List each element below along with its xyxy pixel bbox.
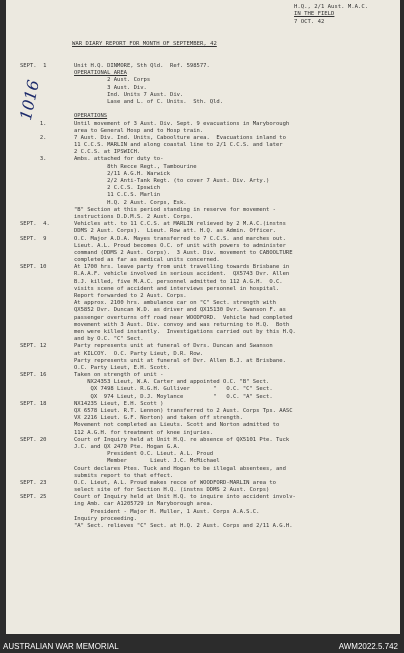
diary-line [20,379,394,386]
diary-line [20,279,394,286]
archive-footer [0,634,404,653]
diary-line [20,365,394,372]
diary-text: passenger overturns off road near WOODFORD. Vehicle had completed [74,314,293,321]
handwritten-annotation: 1016 [16,78,44,122]
diary-text: OPERATIONS [74,113,108,120]
diary-line [20,358,394,365]
diary-text: Member Lieut. J.C. McMichael [74,458,220,465]
diary-date: SEPT. 1 [20,63,47,69]
diary-line [20,458,394,465]
diary-line [20,85,394,92]
diary-line [20,422,394,429]
diary-line [20,437,394,444]
diary-date: 1. [20,120,47,127]
diary-line [20,516,394,523]
diary-text: Unit H.Q. DINMORE, Sth Qld. Ref. 598577. [74,63,210,69]
diary-text: O.C. Lieut, A.L. Proud makes recce of WOODFORD-MARLIN area to [74,479,276,486]
diary-line [20,128,394,135]
diary-line [20,243,394,250]
diary-text: QX 974 Lieut, D.J. Moylance " O.C. "A" Sect. [74,393,273,400]
diary-line [20,408,394,415]
diary-text: Ambs. attached for duty to- [74,156,164,163]
diary-text: Lieut. A.L. Proud becomes O.C. of unit with powers to administer [74,242,286,249]
diary-line [20,293,394,300]
diary-line [20,523,394,530]
diary-line [20,135,394,142]
document-page [6,0,400,634]
diary-text: and by O.C. "C" Sect. [74,336,144,343]
diary-line [20,207,394,214]
diary-line [20,501,394,508]
diary-text: QX 7498 Lieut. R.G.H. Gulliver " O.C. "C" Sect. [74,386,273,393]
diary-line [20,178,394,185]
diary-line [20,386,394,393]
diary-text: H.Q. 2 Aust. Corps, Esk. [74,199,187,206]
diary-text: completed as far as medical units concerned. [74,257,220,264]
diary-line [20,343,394,350]
header-location: IN THE FIELD [294,11,335,18]
diary-text: B.J. killed, five M.A.C. personnel admitted to 112 A.G.H. O.C. [74,278,283,285]
diary-text: command (DDMS 2 Aust. Corps). 3 Aust. Div. movement to CABOOLTURE [74,249,293,256]
diary-text: 2 C.C.S. Ipswich [74,185,161,192]
diary-line [20,473,394,480]
diary-text: men were killed instantly. Investigations carried out by this H.Q. [74,328,296,335]
diary-date: SEPT. 12 [20,343,47,350]
diary-text: at KILCOY. O.C. Party Lieut, D.R. Row. [74,350,204,357]
diary-line [20,214,394,221]
diary-line [20,221,394,228]
diary-date: 3. [20,156,47,163]
diary-text: President O.C. Lieut. A.L. Proud [74,451,214,458]
diary-text: 11 C.C.S. Marlin [74,192,161,199]
diary-text: instructions D.D.M.S. 2 Aust. Corps. [74,213,194,220]
diary-line [20,415,394,422]
diary-text: Court of Inquiry held at Unit H.Q. to inquire into accident involv- [74,494,296,501]
diary-line [20,271,394,278]
diary-line [20,63,394,70]
diary-date: SEPT. 23 [20,479,47,486]
diary-text: Inquiry proceeding. [74,515,137,522]
diary-text: 7 Aust. Div. Ind. Units, Caboolture area. Evacuations inland to [74,134,286,141]
diary-text: Movement not completed as Lieuts. Scott and Norton admitted to [74,422,280,429]
diary-line [20,444,394,451]
diary-line [20,451,394,458]
diary-date: SEPT. 4. [20,221,50,228]
diary-line [20,264,394,271]
diary-text: Until movement of 3 Aust. Div. Sept. 9 evacuations in Maryborough [74,120,290,127]
header-unit: H.Q., 2/1 Aust. M.A.C. [294,4,369,10]
diary-text: DDMS 2 Aust. Corps). Lieut. Row att. H.Q. as Admin. Officer. [74,228,276,235]
diary-line [20,257,394,264]
diary-text: visits scene of accident and interviews personnel in hospital. [74,285,280,292]
diary-line [20,394,394,401]
diary-text: NX14235 Lieut, E.H. Scott ) [74,400,164,407]
diary-text: area to General Hosp and to Hosp train. [74,127,204,134]
diary-line [20,149,394,156]
diary-date: SEPT. 25 [20,494,47,501]
diary-text: submits report to that effect. [74,472,174,479]
archive-name: AUSTRALIAN WAR MEMORIAL [3,642,119,651]
diary-text: "A" Sect. relieves "C" Sect. at H.Q. 2 Aust. Corps and 2/11 A.G.H. [74,523,293,529]
diary-line [20,351,394,358]
diary-line [20,171,394,178]
diary-line [20,480,394,487]
diary-line [20,300,394,307]
diary-text: Court of Inquiry held at Unit H.Q. re absence of QX5101 Pte. Tuck [74,436,290,443]
diary-text: 3 Aust. Div. [74,84,147,91]
diary-text: 2 C.C.S. at IPSWICH. [74,149,141,156]
archive-reference: AWM2022.5.742 [338,642,398,651]
diary-line [20,156,394,163]
header-date: 7 OCT. 42 [294,18,325,25]
diary-text: At 1700 hrs. leave party from unit travelling towards Brisbane in [74,264,290,271]
diary-date: SEPT. 9 [20,235,47,242]
diary-text: At approx. 2100 hrs. ambulance car on "C" Sect. strength with [74,300,276,307]
diary-text: 11 C.C.S. MARLIN and along coastal line to 2/1 C.C.S. and later [74,142,283,149]
diary-date: 2. [20,134,47,141]
diary-text: O.C. Major A.D.A. Mayes transferred to 7 C.C.S. and marches out. [74,235,286,242]
diary-line [20,192,394,199]
diary-text: Vehicles att. to 11 C.C.S. at MARLIN relieved by 2 M.A.C.(instns [74,221,286,228]
diary-line [20,121,394,128]
diary-text: 2/11 A.G.H. Warwick [74,170,171,177]
diary-line [20,250,394,257]
diary-line [20,142,394,149]
diary-text: NX24353 Lieut, W.A. Carter and appointed O.C. "B" Sect. [74,379,270,386]
diary-date: SEPT. 10 [20,264,47,271]
diary-body [20,63,394,530]
diary-line [20,185,394,192]
diary-line [20,322,394,329]
diary-line [20,430,394,437]
diary-text: 112 A.G.H. for treatment of knee injuries. [74,429,214,436]
diary-text: movement with 3 Aust. Div. convoy and was returning to H.Q. Both [74,321,290,328]
diary-text: Report forwarded to 2 Aust. Corps. [74,293,187,299]
diary-date: SEPT. 16 [20,372,47,379]
diary-line [20,200,394,207]
diary-text: ing Amb. car A1205729 in Maryborough area. [74,501,214,508]
diary-text: President - Major H. Muller, 1 Aust. Corps A.A.S.C. [74,508,260,515]
diary-text: 8th Recce Regt., Tambourine [74,163,197,170]
diary-text: QX 6578 Lieut. R.T. Lennon) transferred to 2 Aust. Corps Tps. AASC [74,408,293,414]
diary-line [20,236,394,243]
diary-date: SEPT. 18 [20,400,47,407]
diary-text: select site of for Section H.Q. (instns DDMS 2 Aust. Corps) [74,487,270,494]
diary-text: Party represents unit at funeral of Dvr. Allen B.J. at Brisbane. [74,357,286,364]
diary-date: SEPT. 20 [20,436,47,443]
diary-line [20,487,394,494]
diary-line [20,336,394,343]
diary-text: OPERATIONAL AREA [74,70,127,77]
diary-text: 2/2 Anti-Tank Regt. (to cover 7 Aust. Div. Arty.) [74,178,270,184]
diary-text: R.A.A.F. vehicle involved in serious accident. QX5743 Dvr. Allen [74,271,290,278]
document-header [294,4,368,26]
diary-text: VX 2216 Lieut. G.F. Norton) and taken off strength. [74,415,243,422]
diary-line [20,70,394,77]
diary-line [20,99,394,106]
diary-line [20,113,394,120]
diary-text: QX5852 Dvr. Duncan W.D. as driver and QX15130 Dvr. Swanson F. as [74,307,286,314]
diary-line [20,372,394,379]
document-title: WAR DIARY REPORT FOR MONTH OF SEPTEMBER, 42 [72,41,217,47]
diary-line [20,164,394,171]
diary-line [20,92,394,99]
diary-text: Party represents unit at funeral of Dvrs. Duncan and Swanson [74,343,273,350]
diary-line [20,329,394,336]
diary-text: "B" Section at this period standing in reserve for movement - [74,206,276,213]
diary-text: Taken on strength of unit - [74,372,164,379]
diary-text: Court declares Ptes. Tuck and Hogan to be illegal absentees, and [74,465,286,472]
diary-line [20,286,394,293]
diary-line [20,228,394,235]
diary-line [20,509,394,516]
diary-text: Lase and L. of C. Units. Sth. Qld. [74,98,224,105]
diary-line [20,307,394,314]
diary-line [20,315,394,322]
diary-line [20,466,394,473]
diary-line [20,494,394,501]
diary-line [20,401,394,408]
diary-text: Ind. Units 7 Aust. Div. [74,91,184,98]
diary-text: 2 Aust. Corps [74,77,151,84]
diary-text: J.C. and QX 2470 Pte. Hogan G.A. [74,443,180,450]
diary-text: O.C. Party Lieut, E.H. Scott. [74,364,171,371]
diary-line [20,77,394,84]
diary-line [20,106,394,113]
